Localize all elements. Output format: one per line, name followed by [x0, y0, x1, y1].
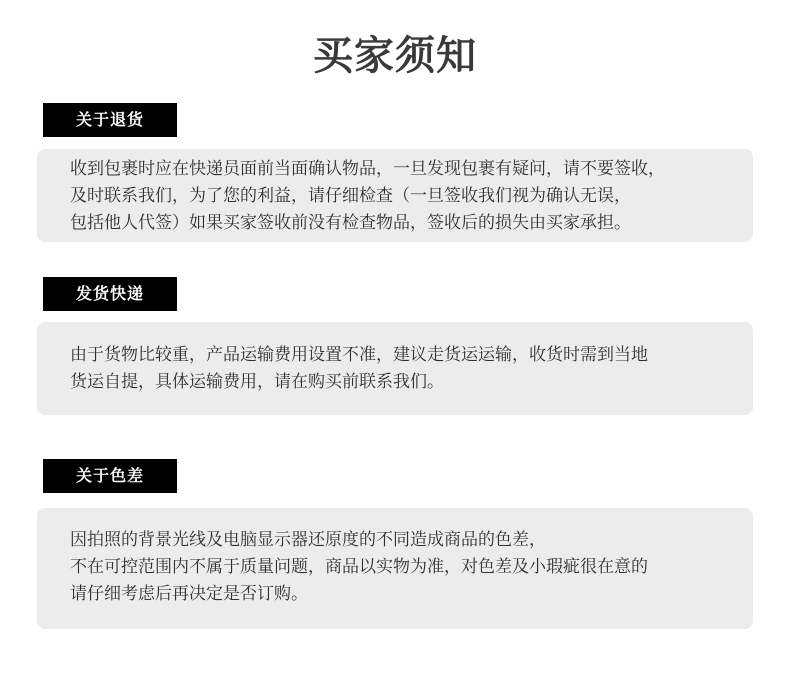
- section-text-line: 请仔细考虑后再决定是否订购。: [70, 584, 308, 604]
- section-body-color-difference: [37, 508, 753, 629]
- section-body-returns: [37, 149, 753, 242]
- section-heading-color-difference: 关于色差: [43, 459, 177, 493]
- section-text-line: 收到包裹时应在快递员面前当面确认物品，一旦发现包裹有疑问，请不要签收，: [70, 159, 665, 179]
- section-text-line: 因拍照的背景光线及电脑显示器还原度的不同造成商品的色差，: [70, 530, 546, 550]
- section-heading-returns: 关于退货: [43, 103, 177, 137]
- section-heading-shipping: 发货快递: [43, 277, 177, 311]
- section-text-line: 不在可控范围内不属于质量问题，商品以实物为准，对色差及小瑕疵很在意的: [70, 557, 648, 577]
- page-title: 买家须知: [313, 33, 477, 79]
- section-text-line: 及时联系我们，为了您的利益，请仔细检查（一旦签收我们视为确认无误，: [70, 186, 631, 206]
- section-text-line: 货运自提，具体运输费用，请在购买前联系我们。: [70, 372, 444, 392]
- section-text-line: 包括他人代签）如果买家签收前没有检查物品，签收后的损失由买家承担。: [70, 213, 631, 233]
- section-text-line: 由于货物比较重，产品运输费用设置不准，建议走货运运输，收货时需到当地: [70, 345, 648, 365]
- section-body-shipping: [37, 322, 753, 415]
